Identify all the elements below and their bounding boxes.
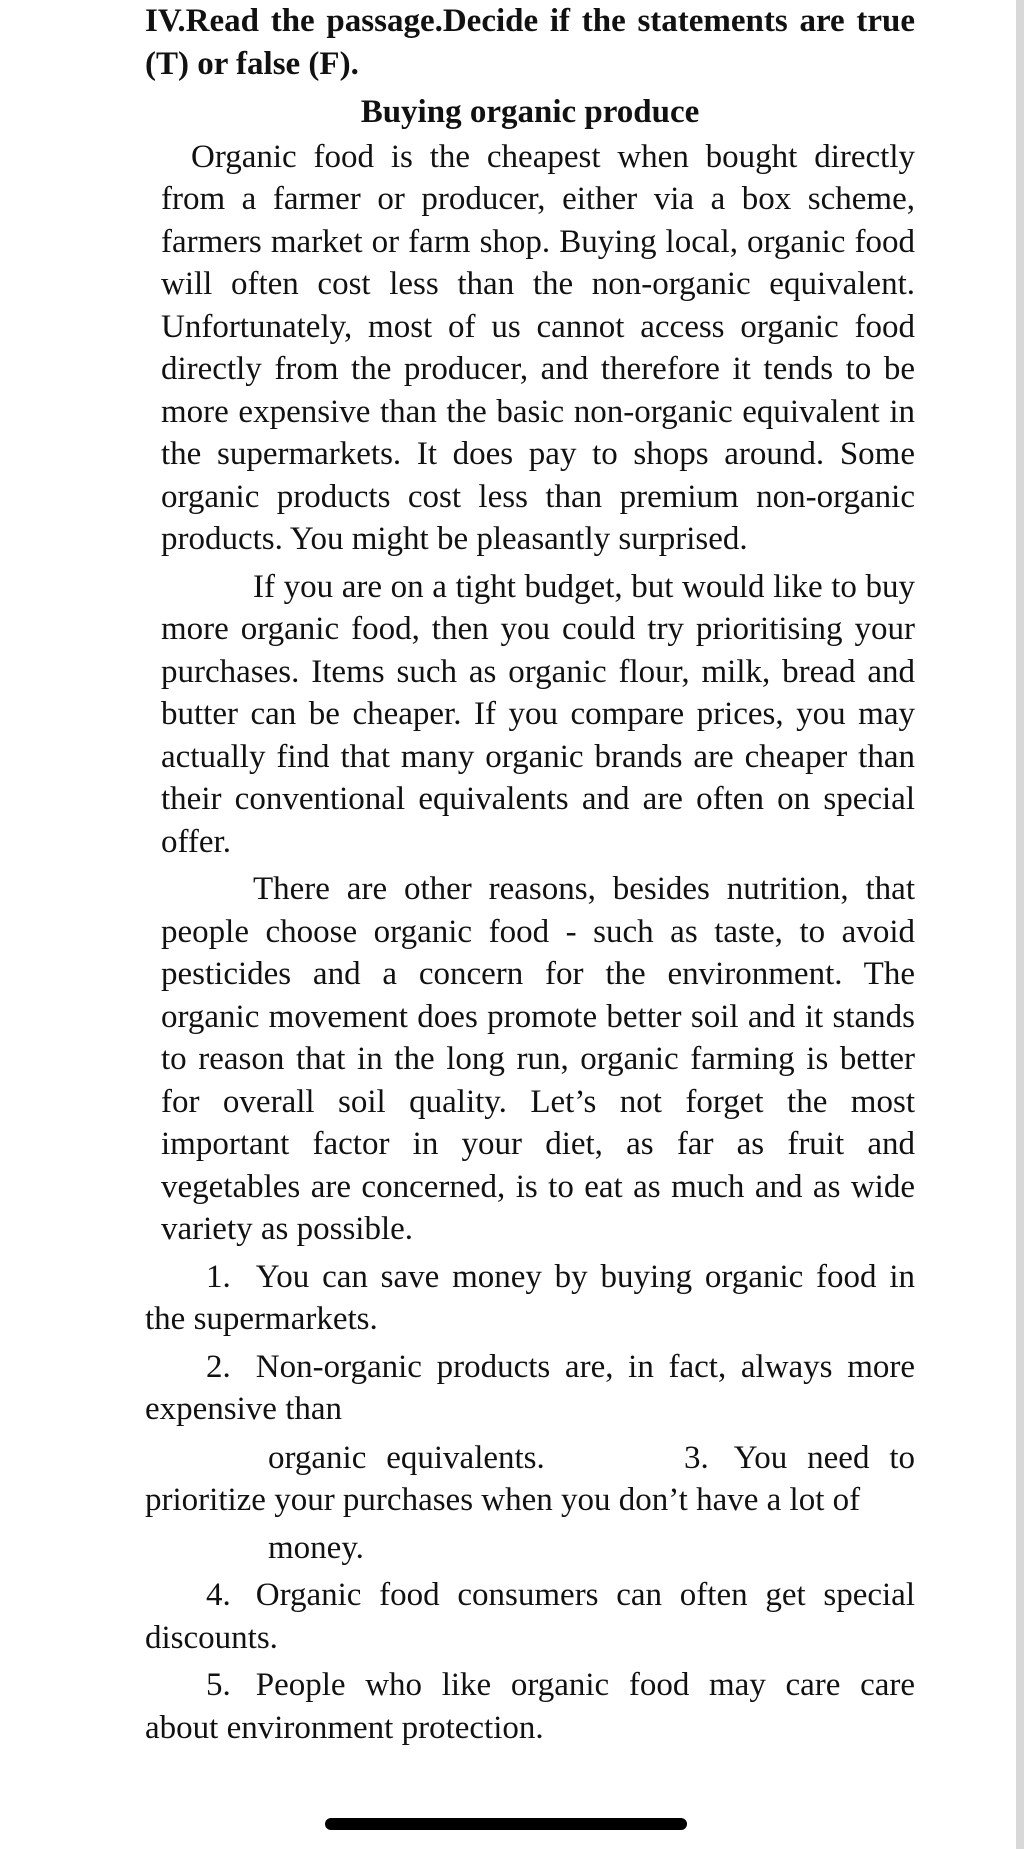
statement-text: Organic food consumers can often get special discounts. (145, 1577, 915, 1656)
passage-title: Buying organic produce (360, 94, 700, 130)
exercise-heading: IV.Read the passage.Decide if the statements are true (T) or false (F). (145, 3, 915, 82)
statement-5 (145, 1664, 915, 1749)
statement-text: You can save money by buying organic food in the supermarkets. (145, 1258, 915, 1337)
statement-text: money. (268, 1529, 364, 1566)
worksheet-content (145, 0, 915, 1754)
statement-3-continuation (145, 1527, 915, 1570)
statement-number: 2. (206, 1348, 231, 1385)
passage-paragraph-2: If you are on a tight budget, but would like to buy more organic food, then you could try prioritising your purchases. Items such as organic flour, milk, bread and butter can be cheaper. If you compare prices, you may actually find that many organic brands are cheaper than their conventional equivalents and are often on special offer. (161, 568, 915, 860)
statement-number: 4. (206, 1577, 231, 1613)
statement-4 (145, 1574, 915, 1659)
statement-text: organic equivalents. (268, 1439, 545, 1476)
statement-number: 1. (206, 1258, 231, 1295)
home-indicator-bar[interactable] (325, 1818, 687, 1830)
statement-text: People who like organic food may care care about environment protection. (145, 1667, 915, 1746)
passage-paragraph-3: There are other reasons, besides nutrition, that people choose organic food - such as taste, to avoid pesticides and a concern for the environment. The organic movement does promote better soil and it stands to reason that in the long run, organic farming is better for overall soil quality. Let’s not forget the most important factor in your diet, as far as fruit and vegetables are concerned, is to eat as much and as wide variety as possible. (161, 871, 915, 1247)
statement-number: 3. (683, 1439, 709, 1476)
statement-1 (145, 1256, 915, 1341)
statement-list (145, 1256, 915, 1750)
statement-text: You need to prioritize your purchases when you don’t have a lot of (145, 1439, 915, 1518)
statement-2-continuation (145, 1437, 915, 1522)
passage-paragraph-1: Organic food is the cheapest when bought directly from a farmer or producer, either via a box scheme, farmers market or farm shop. Buying local, organic food will often cost less than the non-organic equivalent. Unfortunately, most of us cannot access organic food directly from the producer, and therefore it tends to be more expensive than the basic non-organic equivalent in the supermarkets. It does pay to shops around. Some organic products cost less than premium non-organic products. You might be pleasantly surprised. (161, 138, 915, 557)
passage (161, 136, 915, 1251)
statement-text: Non-organic products are, in fact, always more expensive than (145, 1348, 915, 1427)
statement-number: 5. (206, 1667, 231, 1703)
statement-2 (145, 1346, 915, 1431)
scrollbar-track[interactable] (1016, 0, 1024, 1849)
